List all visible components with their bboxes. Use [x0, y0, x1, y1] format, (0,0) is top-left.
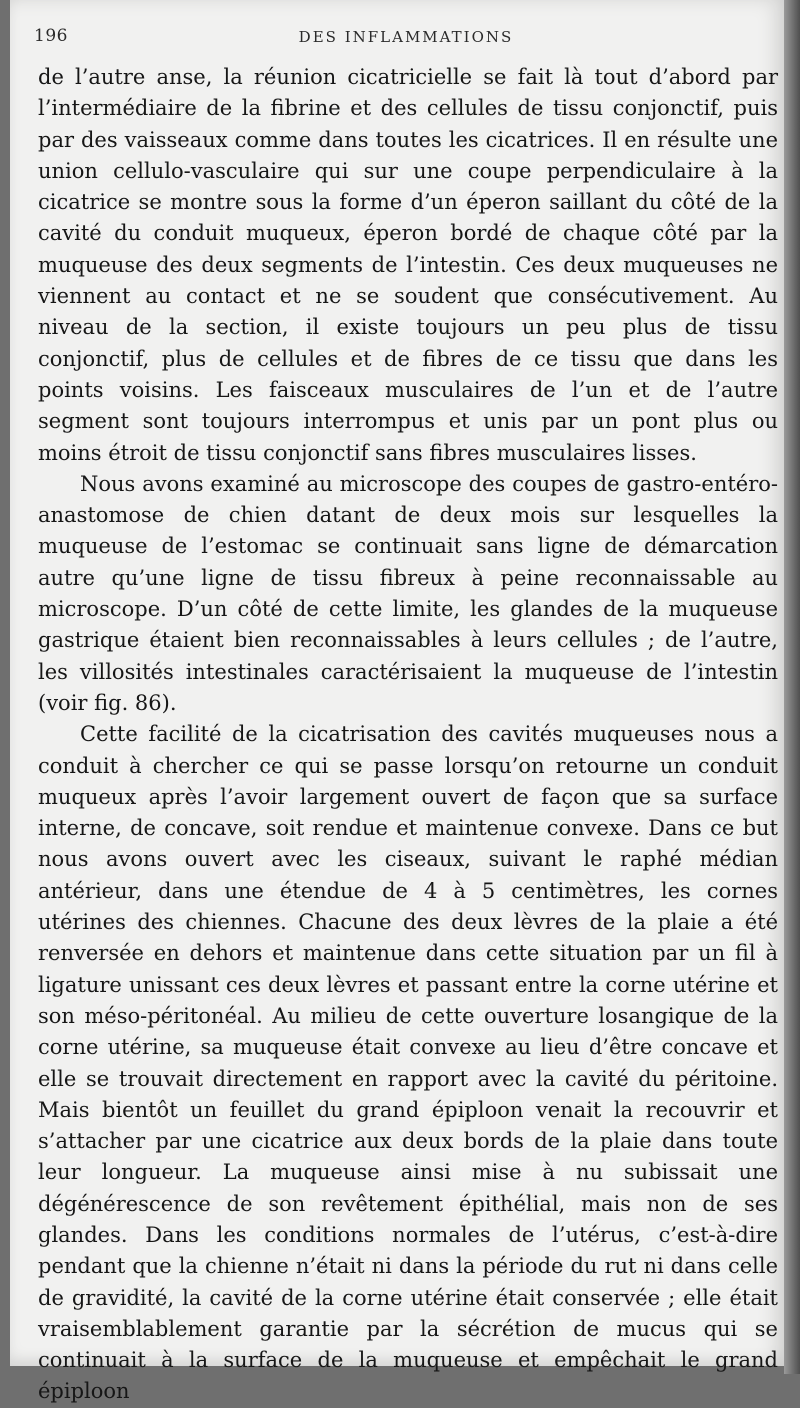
- page-number: 196: [34, 26, 68, 46]
- page-edge-shadow: [784, 0, 800, 1374]
- body-text: [38, 62, 778, 1408]
- paragraph: Nous avons examiné au microscope des coupes de gastro-entéro-anastomose de chien datant de deux mois sur lesquelles la muqueuse de l’estomac se continuait sans ligne de démarcation autre qu’une ligne de tissu fibreux à peine reconnaissable au microscope. D’un côté de cette limite, les glandes de la muqueuse gastrique étaient bien reconnaissables à leurs cellules ; de l’autre, les villosités intestinales caractérisaient la muqueuse de l’intestin (voir fig. 86).: [38, 471, 778, 715]
- paragraph: Cette facilité de la cicatrisation des cavités muqueuses nous a conduit à chercher ce qui se passe lorsqu’on retourne un conduit muqueux après l’avoir largement ouvert de façon que sa surface interne, de concave, soit rendue et maintenue convexe. Dans ce but nous avons ouvert avec les ciseaux, suivant le raphé médian antérieur, dans une étendue de 4 à 5 centimètres, les cornes utérines des chiennes. Chacune des deux lèvres de la plaie a été renversée en dehors et maintenue dans cette situation par un fil à ligature unissant ces deux lèvres et passant entre la corne utérine et son méso-péritonéal. Au milieu de cette ouverture losangique de la corne utérine, sa muqueuse était convexe au lieu d’être concave et elle se trouvait directement en rapport avec la cavité du péritoine. Mais bientôt un feuillet du grand épiploon venait la recouvrir et s’attacher par une cicatrice aux deux bords de la plaie dans toute leur longueur. La muqueuse ainsi mise à nu subissait une dégénérescence de son revêtement épithélial, mais non de ses glandes. Dans les conditions normales de l’utérus, c’est-à-dire pendant que la chienne n’était ni dans la période du rut ni dans celle de gravidité, la cavité de la corne utérine était conservée ; elle était vraisemblablement garantie par la sécrétion de mucus qui se continuait à la surface de la muqueuse et empêchait le grand épiploon: [38, 722, 778, 1404]
- running-title: DES INFLAMMATIONS: [298, 28, 514, 46]
- page-header: [34, 26, 778, 50]
- paragraph: de l’autre anse, la réunion cicatricielle se fait là tout d’abord par l’intermédiaire de la fibrine et des cellules de tissu conjonctif, puis par des vaisseaux comme dans toutes les cicatrices. Il en résulte une union cellulo-vasculaire qui sur une coupe perpendiculaire à la cicatrice se montre sous la forme d’un éperon saillant du côté de la cavité du conduit muqueux, éperon bordé de chaque côté par la muqueuse des deux segments de l’intestin. Ces deux muqueuses ne viennent au contact et ne se soudent que consécutivement. Au niveau de la section, il existe toujours un peu plus de tissu conjonctif, plus de cellules et de fibres de ce tissu que dans les points voisins. Les faisceaux musculaires de l’un et de l’autre segment sont toujours interrompus et unis par un pont plus ou moins étroit de tissu conjonctif sans fibres musculaires lisses.: [38, 65, 778, 465]
- book-page: [10, 0, 784, 1404]
